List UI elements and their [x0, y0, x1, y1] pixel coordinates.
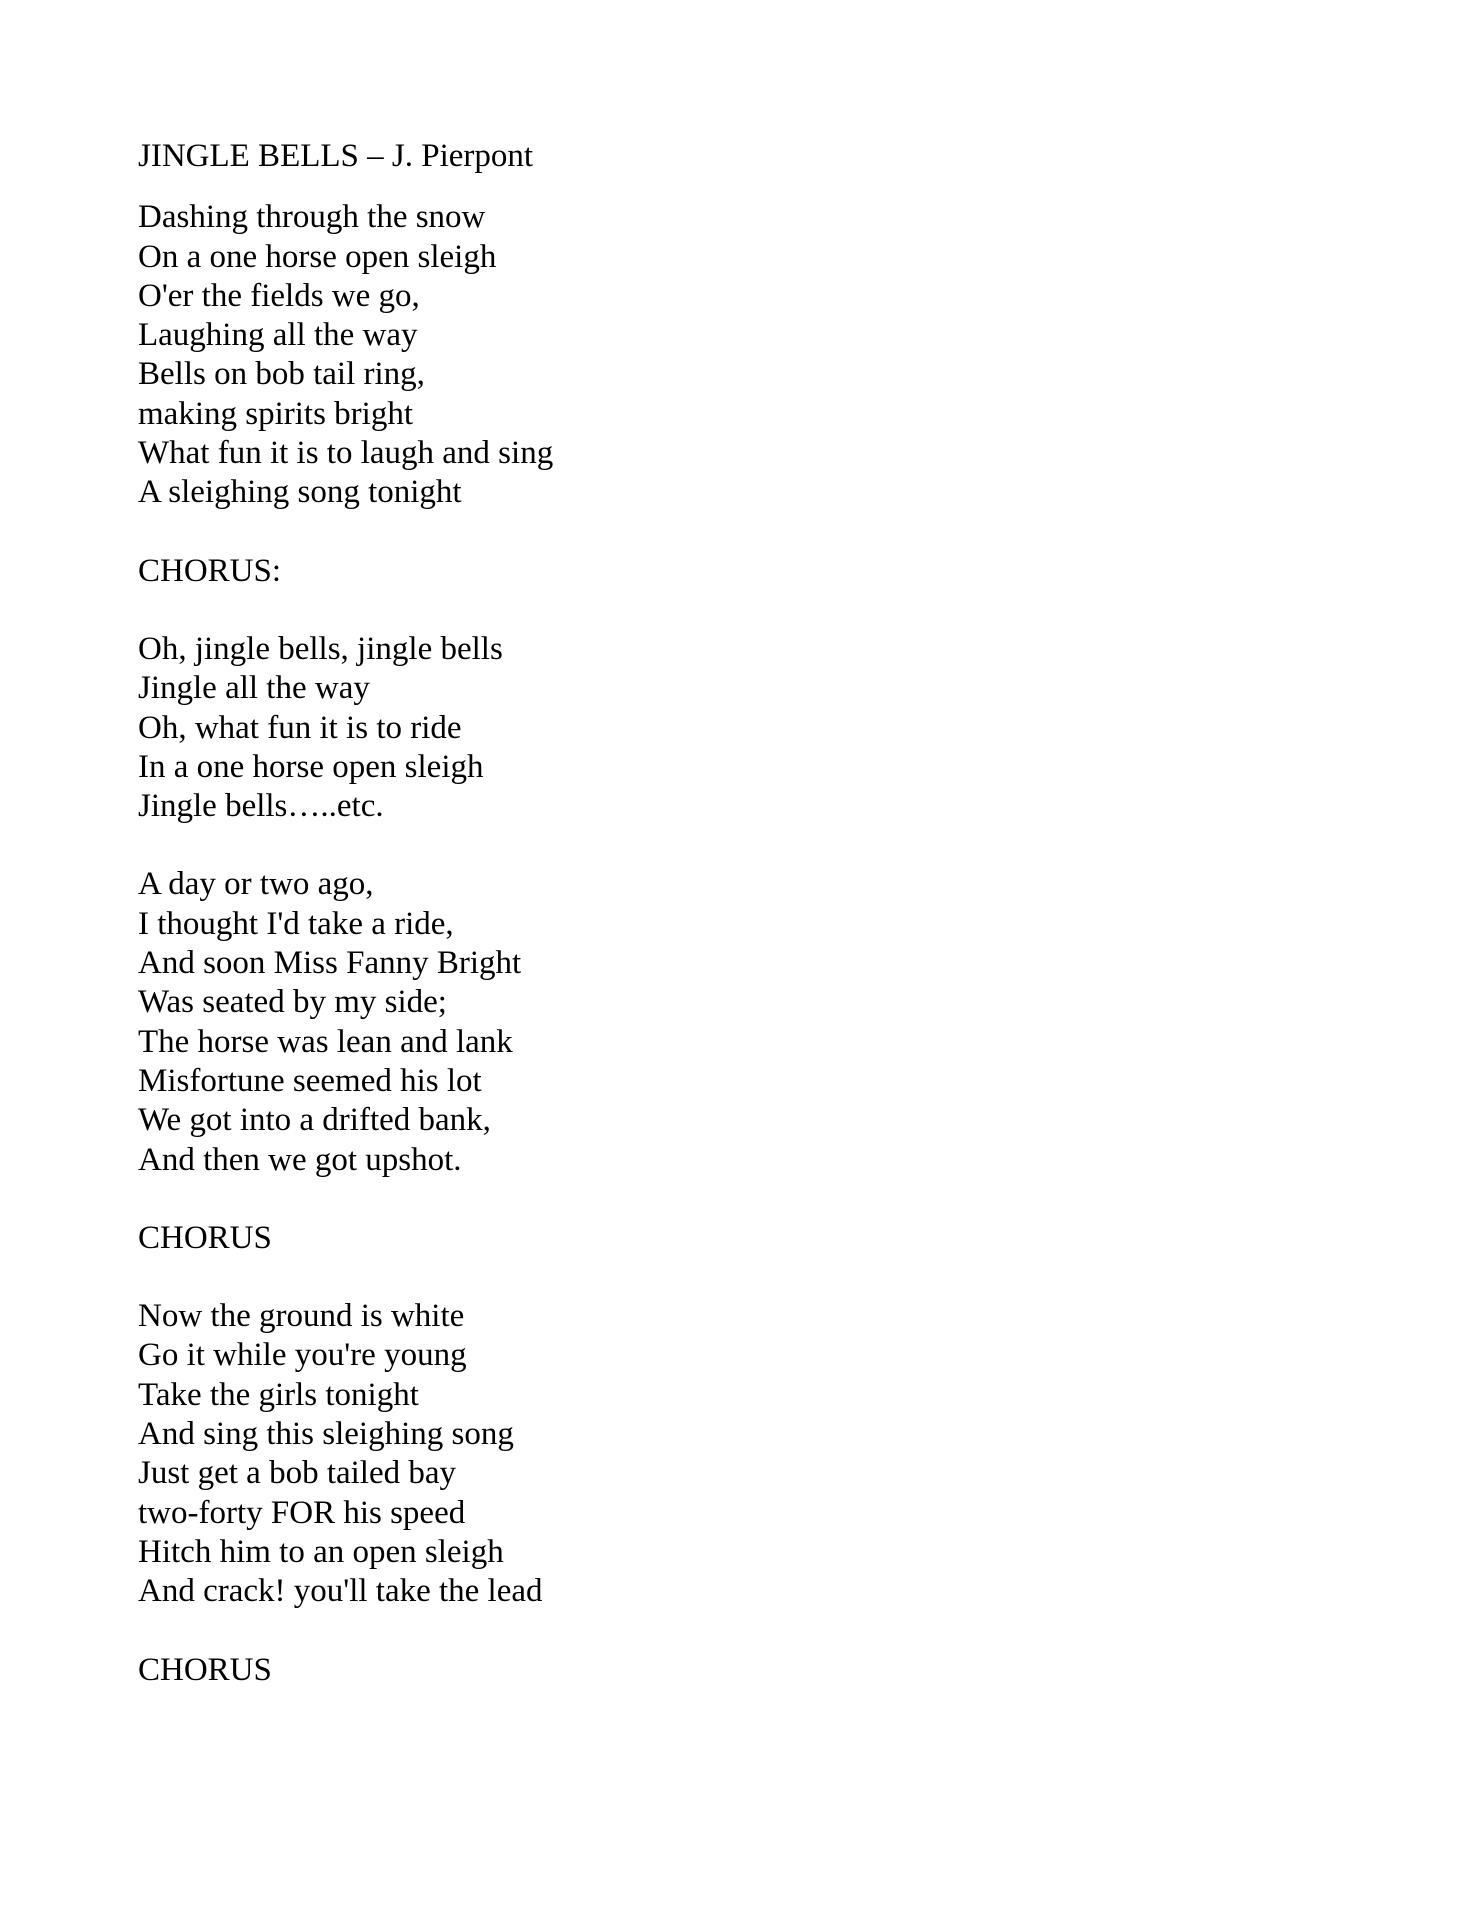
verse-line: And crack! you'll take the lead — [138, 1573, 543, 1610]
chorus-line: Jingle all the way — [138, 670, 370, 707]
chorus-reference: CHORUS — [138, 1219, 272, 1256]
verse-line: Now the ground is white — [138, 1298, 465, 1335]
chorus-label: CHORUS: — [138, 552, 282, 589]
verse-line: A day or two ago, — [138, 866, 374, 903]
verse-line: Go it while you're young — [138, 1337, 467, 1374]
verse-line: A sleighing song tonight — [138, 474, 462, 511]
chorus-line: In a one horse open sleigh — [138, 748, 484, 785]
verse-line: O'er the fields we go, — [138, 277, 420, 314]
verse-line: two-forty FOR his speed — [138, 1494, 466, 1531]
verse-line: The horse was lean and lank — [138, 1023, 513, 1060]
verse-line: What fun it is to laugh and sing — [138, 435, 554, 472]
verse-line: I thought I'd take a ride, — [138, 905, 454, 942]
chorus-reference: CHORUS — [138, 1651, 272, 1688]
chorus-line: Jingle bells…..etc. — [138, 788, 384, 825]
verse-3 — [138, 1297, 553, 1611]
document-body — [138, 137, 553, 1690]
verse-line: On a one horse open sleigh — [138, 238, 497, 275]
verse-line: Laughing all the way — [138, 317, 418, 354]
verse-2 — [138, 865, 553, 1179]
verse-line: And sing this sleighing song — [138, 1416, 514, 1453]
verse-line: Was seated by my side; — [138, 984, 447, 1021]
verse-line: Bells on bob tail ring, — [138, 356, 425, 393]
document-title: JINGLE BELLS – J. Pierpont — [138, 138, 534, 174]
chorus-line: Oh, jingle bells, jingle bells — [138, 630, 503, 667]
verse-line: And then we got upshot. — [138, 1141, 462, 1178]
verse-line: Take the girls tonight — [138, 1376, 419, 1413]
chorus — [138, 630, 553, 826]
verse-line: making spirits bright — [138, 395, 413, 432]
verse-1 — [138, 198, 553, 512]
verse-line: Just get a bob tailed bay — [138, 1455, 457, 1492]
verse-line: And soon Miss Fanny Bright — [138, 945, 522, 982]
verse-line: Hitch him to an open sleigh — [138, 1533, 504, 1570]
chorus-line: Oh, what fun it is to ride — [138, 709, 462, 746]
verse-line: We got into a drifted bank, — [138, 1102, 491, 1139]
verse-line: Dashing through the snow — [138, 199, 486, 236]
verse-line: Misfortune seemed his lot — [138, 1062, 482, 1099]
